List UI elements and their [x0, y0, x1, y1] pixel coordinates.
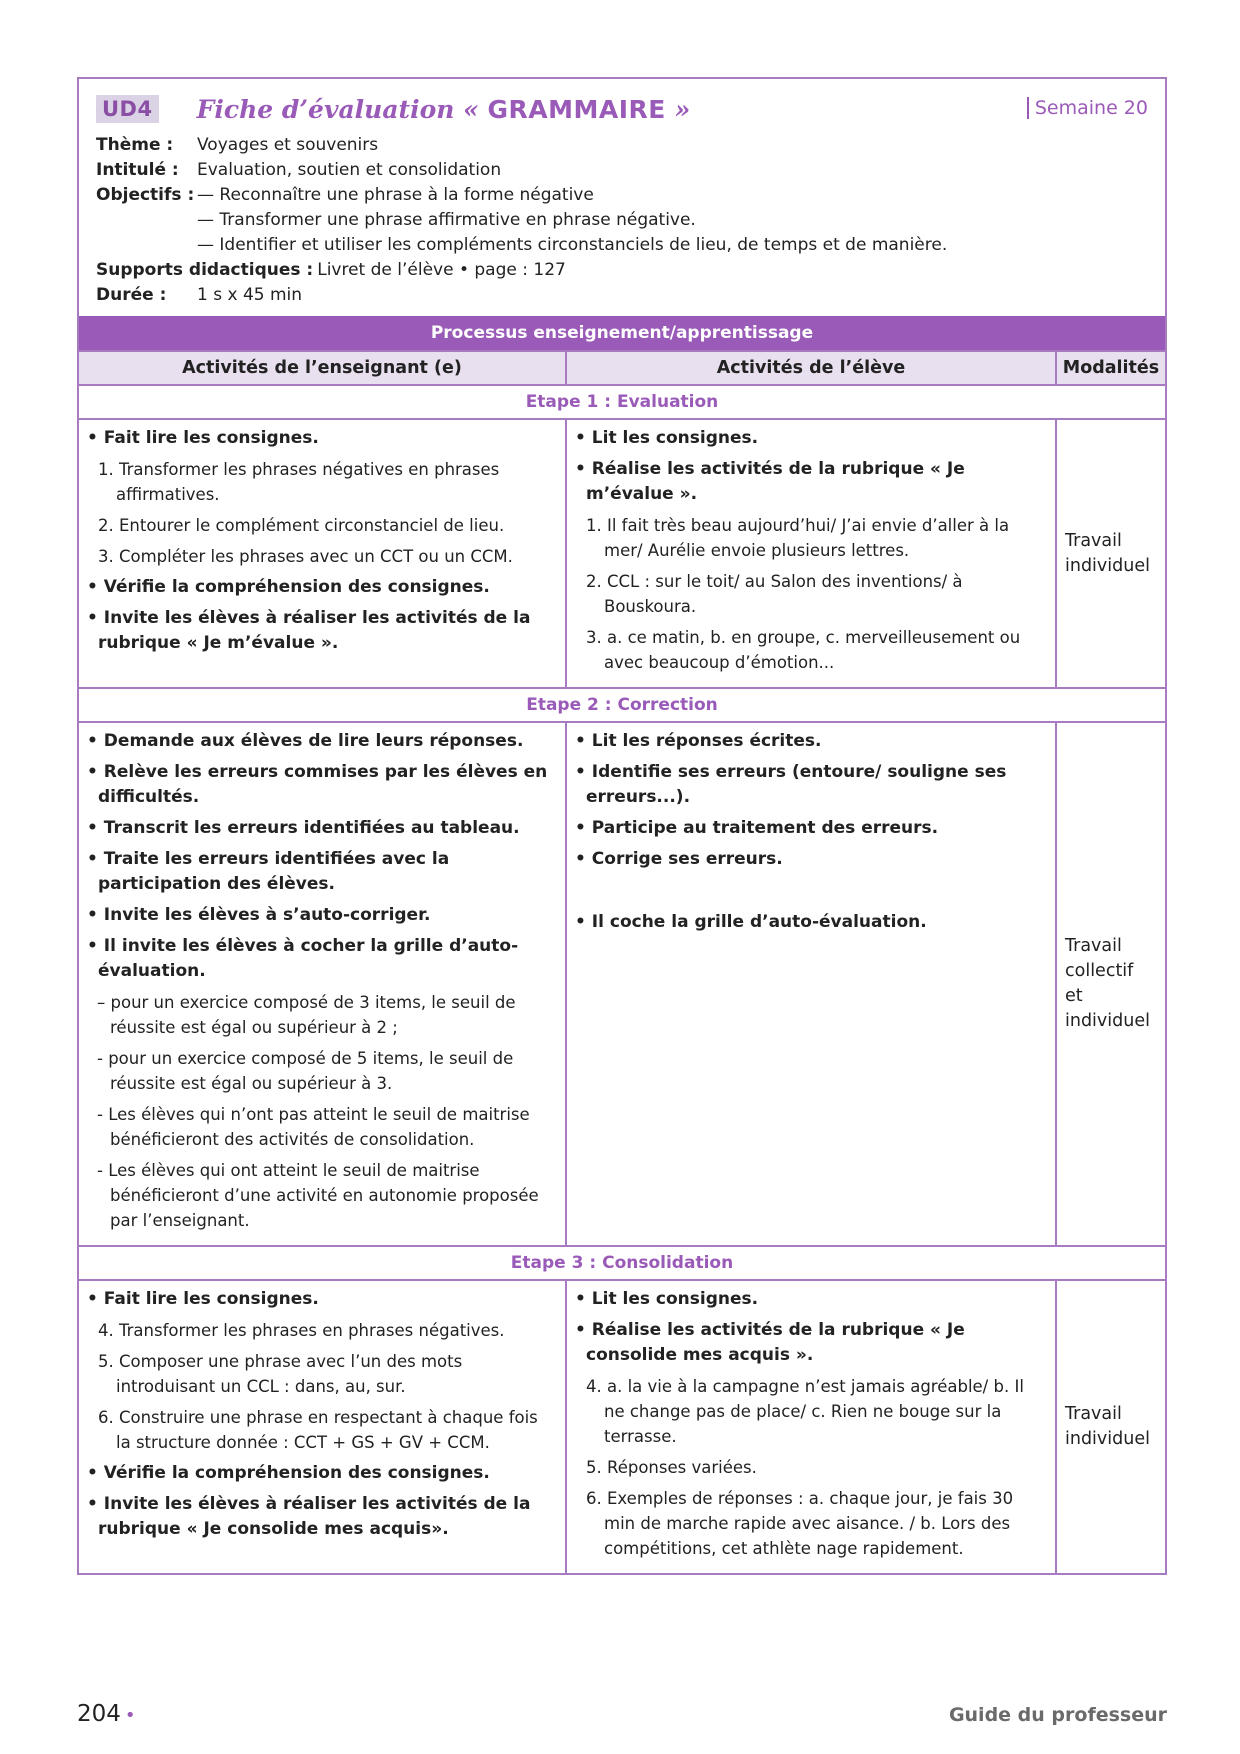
- list-item: 3. a. ce matin, b. en groupe, c. merveilleusement ou avec beaucoup d’émotion...: [586, 628, 1021, 672]
- supports-label: Supports didactiques :: [96, 260, 314, 280]
- objectifs-list: [197, 183, 947, 258]
- list-item: 6. Exemples de réponses : a. chaque jour, je fais 30 min de marche rapide avec aisance. / b. Lors des compétitions, cet athlète nage rapidement.: [586, 1489, 1014, 1558]
- etape-2-enseignant: [79, 723, 567, 1245]
- etape-2-eleve: [567, 723, 1057, 1245]
- list-item: • Participe au traitement des erreurs.: [575, 816, 1047, 841]
- list-item: • Il coche la grille d’auto-évaluation.: [575, 910, 1047, 935]
- modalite-text: Travail individuel: [1065, 1404, 1150, 1449]
- unit-badge: UD4: [96, 95, 159, 123]
- list-item: • Réalise les activités de la rubrique « Je consolide mes acquis ».: [575, 1318, 1047, 1368]
- etape-1-row: [79, 420, 1165, 689]
- list-item: 5. Réponses variées.: [586, 1458, 757, 1477]
- list-item: • Lit les consignes.: [575, 426, 1047, 451]
- list-item: • Relève les erreurs commises par les élèves en difficultés.: [87, 760, 557, 810]
- list-item: • Il invite les élèves à cocher la grille d’auto-évaluation.: [87, 934, 557, 984]
- list-item: • Invite les élèves à réaliser les activités de la rubrique « Je consolide mes acquis».: [87, 1492, 557, 1542]
- list-item: • Invite les élèves à réaliser les activités de la rubrique « Je m’évalue ».: [87, 606, 557, 656]
- modalite-text: Travail collectif et individuel: [1065, 936, 1150, 1031]
- etape-2-title: Etape 2 : Correction: [79, 689, 1165, 723]
- list-item: • Corrige ses erreurs.: [575, 847, 1047, 872]
- list-item: • Fait lire les consignes.: [87, 426, 557, 451]
- etape-1-title: Etape 1 : Evaluation: [79, 386, 1165, 420]
- list-item: • Fait lire les consignes.: [87, 1287, 557, 1312]
- objectif-item: — Transformer une phrase affirmative en phrase négative.: [197, 210, 696, 230]
- list-item: 2. Entourer le complément circonstanciel de lieu.: [98, 516, 505, 535]
- duree-label: Durée :: [96, 285, 167, 305]
- page-title: Fiche d’évaluation « GRAMMAIRE »: [196, 94, 691, 124]
- col-enseignant-header: Activités de l’enseignant (e): [79, 352, 567, 384]
- etape-3-row: [79, 1281, 1165, 1573]
- etape-1-enseignant: [79, 420, 567, 687]
- list-item: 5. Composer une phrase avec l’un des mots introduisant un CCL : dans, au, sur.: [98, 1352, 463, 1396]
- list-item: – pour un exercice composé de 3 items, le seuil de réussite est égal ou supérieur à 2 ;: [97, 993, 516, 1037]
- list-item: • Invite les élèves à s’auto-corriger.: [87, 903, 557, 928]
- etape-3-modalite: [1057, 1281, 1165, 1573]
- etape-3-enseignant: [79, 1281, 567, 1573]
- process-band: Processus enseignement/apprentissage: [79, 316, 1165, 350]
- evaluation-sheet: [77, 77, 1167, 1575]
- list-item: • Transcrit les erreurs identifiées au tableau.: [87, 816, 557, 841]
- week-label: Semaine 20: [1027, 97, 1148, 119]
- sheet-header: [79, 79, 1165, 316]
- objectif-item: — Identifier et utiliser les compléments circonstanciels de lieu, de temps et de manière.: [197, 235, 948, 255]
- list-item: • Traite les erreurs identifiées avec la participation des élèves.: [87, 847, 557, 897]
- list-item: 2. CCL : sur le toit/ au Salon des inventions/ à Bouskoura.: [586, 572, 963, 616]
- supports-value: Livret de l’élève • page : 127: [317, 260, 566, 280]
- etape-1-modalite: Travail individuel: [1065, 530, 1150, 576]
- intitule-value: Evaluation, soutien et consolidation: [197, 160, 502, 180]
- list-item: - pour un exercice composé de 5 items, le seuil de réussite est égal ou supérieur à 3.: [97, 1049, 514, 1093]
- list-item: • Lit les réponses écrites.: [575, 729, 1047, 754]
- col-eleve-header: Activités de l’élève: [567, 352, 1057, 384]
- theme-label: Thème :: [96, 135, 174, 155]
- list-item: • Vérifie la compréhension des consignes.: [87, 575, 557, 600]
- list-item: • Réalise les activités de la rubrique « Je m’évalue ».: [575, 457, 1047, 507]
- list-item: • Vérifie la compréhension des consignes.: [87, 1461, 557, 1486]
- etape-2-row: [79, 723, 1165, 1247]
- intitule-label: Intitulé :: [96, 160, 179, 180]
- list-item: 1. Transformer les phrases négatives en phrases affirmatives.: [98, 460, 500, 504]
- etape-3-title: Etape 3 : Consolidation: [79, 1247, 1165, 1281]
- list-item: 4. Transformer les phrases en phrases négatives.: [98, 1321, 505, 1340]
- footer-guide: Guide du professeur: [948, 1704, 1167, 1726]
- list-item: • Demande aux élèves de lire leurs réponses.: [87, 729, 557, 754]
- table-header: [79, 350, 1165, 386]
- sheet-meta: [96, 133, 1148, 308]
- list-item: 6. Construire une phrase en respectant à chaque fois la structure donnée : CCT + GS + GV + CCM.: [98, 1408, 538, 1452]
- etape-2-modalite: [1057, 723, 1165, 1245]
- list-item: • Lit les consignes.: [575, 1287, 1047, 1312]
- col-modalites-header: Modalités: [1062, 358, 1160, 378]
- theme-value: Voyages et souvenirs: [197, 135, 379, 155]
- list-item: 4. a. la vie à la campagne n’est jamais agréable/ b. Il ne change pas de place/ c. Rien ne bouge sur la terrasse.: [586, 1377, 1024, 1446]
- duree-value: 1 s x 45 min: [197, 285, 303, 305]
- etape-1-eleve: [567, 420, 1057, 687]
- list-item: - Les élèves qui n’ont pas atteint le seuil de maitrise bénéficieront des activités de consolidation.: [97, 1105, 530, 1149]
- etape-3-eleve: [567, 1281, 1057, 1573]
- page-number: 204 •: [77, 1701, 136, 1727]
- objectifs-label: Objectifs :: [96, 185, 195, 205]
- list-item: 1. Il fait très beau aujourd’hui/ J’ai envie d’aller à la mer/ Aurélie envoie plusieurs lettres.: [586, 516, 1010, 560]
- list-item: - Les élèves qui ont atteint le seuil de maitrise bénéficieront d’une activité en autonomie proposée par l’enseignant.: [97, 1161, 539, 1230]
- objectif-item: — Reconnaître une phrase à la forme négative: [197, 185, 594, 205]
- list-item: 3. Compléter les phrases avec un CCT ou un CCM.: [98, 547, 513, 566]
- list-item: • Identifie ses erreurs (entoure/ souligne ses erreurs...).: [575, 760, 1047, 810]
